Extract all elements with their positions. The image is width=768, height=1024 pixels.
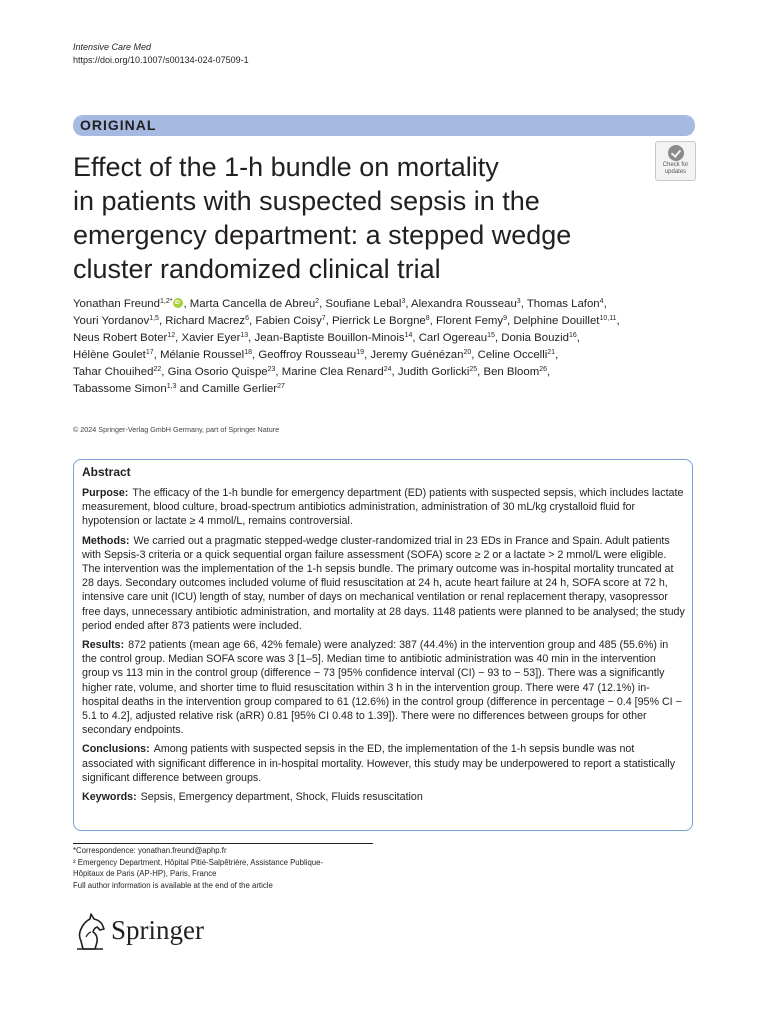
copyright-notice: © 2024 Springer-Verlag GmbH Germany, part of Springer Nature [73,425,280,434]
author-name[interactable]: Soufiane Lebal [325,298,402,310]
full-author-info-note: Full author information is available at the end of the article [73,880,273,890]
author-name[interactable]: Xavier Eyer [181,332,241,344]
author-name[interactable]: Gina Osorio Quispe [167,366,268,378]
author-affiliation: 20 [463,349,472,356]
springer-horse-icon [73,911,107,951]
author-affiliation: 12 [167,332,176,339]
author-name[interactable]: Tabassome Simon [73,383,167,395]
author-name[interactable]: Pierrick Le Borgne [332,315,426,327]
abstract-section-label: Purpose: [82,487,129,499]
article-type-banner [73,115,695,136]
author-affiliation: 1,3 [166,383,177,390]
author-name[interactable]: Florent Femy [436,315,504,327]
article-type-label: ORIGINAL [80,117,157,133]
author-line: Yonathan Freund$^{1,2*}$iD , Marta Cancella de Abreu$^2$, Soufiane Lebal$^3$, Alexandra Rousseau$^3$, Thomas Lafon$^4$, [73,296,698,313]
footnote-divider [73,843,373,844]
author-affiliation: 22 [153,366,162,373]
author-affiliation: 6 [245,315,249,322]
check-updates-label: Check for updates [662,162,689,175]
abstract-section [82,534,686,633]
author-name[interactable]: Marine Clea Renard [281,366,384,378]
author-affiliation: 19 [356,349,365,356]
author-affiliation: 1,2* [159,298,173,305]
journal-header [73,41,249,67]
author-affiliation: 14 [404,332,413,339]
author-name[interactable]: Donia Bouzid [501,332,569,344]
author-affiliation: 7 [321,315,326,322]
author-name[interactable]: Thomas Lafon [526,298,600,310]
author-line: Neus Robert Boter$^{12}$, Xavier Eyer$^{13}$, Jean-Baptiste Bouillon-Minois$^{14}$, Carl Ogereau$^{15}$, Donia Bouzid$^{16}$, [73,332,580,344]
author-affiliation: 25 [469,366,478,373]
author-name[interactable]: Fabien Coisy [255,315,322,327]
author-name[interactable]: Carl Ogereau [418,332,488,344]
abstract-heading: Abstract [82,465,131,479]
abstract-section-text: Among patients with suspected sepsis in the ED, the implementation of the 1-h sepsis bundle was not associated with significant difference in in-hospital mortality. However, this study may be underpowered to report a statistically significant difference between groups. [82,743,676,784]
author-affiliation: 17 [145,349,154,356]
author-name[interactable]: Hélène Goulet [73,349,146,361]
author-affiliation: 16 [569,332,577,339]
author-name[interactable]: Ben Bloom [483,366,540,378]
title-line: emergency department: a stepped wedge [73,220,572,250]
abstract-section-label: Results: [82,639,125,652]
abstract-section-text: 872 patients (mean age 66, 42% female) were analyzed: 387 (44.4%) in the intervention group and 485 (55.6%) in the control group. Median SOFA score was 3 [1–5]. Median time to antibiotic administration was 40 min in the intervention group vs 113 min in the control group (difference − 73 [95% confidence interval (CI) − 93 to − 53]). There was a significantly higher rate, volume, and shorter time to fluid resuscitation within 3 h in the intervention group. There were 47 (12.1%) in-hospital deaths in the intervention group compared to 61 (12.6%) in the control group (difference in percentage − 0.4 [95% CI − 5.1 to 4.2], adjusted relative risk (aRR) 0.81 [95% CI 0.48 to 1.39]). There were no differences between groups for other secondary endpoints. [82,639,682,737]
abstract-sections [82,486,686,804]
author-name[interactable]: Yonathan Freund [73,298,160,310]
abstract-section-label: Conclusions: [82,743,150,756]
abstract-section [82,486,686,529]
footnotes [73,845,323,891]
author-affiliation: 3 [516,298,521,305]
abstract-box [73,459,693,831]
author-affiliation: 13 [240,332,249,339]
author-name[interactable]: Jeremy Guénézan [370,349,464,361]
abstract-section-text: We carried out a pragmatic stepped-wedge cluster-randomized trial in 23 EDs in France and Spain. Adult patients with Sepsis-3 criteria or a quick sequential organ failure assessment (SOFA) score ≥ 2 or a lactate > 2 mmol/L were eligible. The intervention was the implementation of the 1-h sepsis bundle. The primary outcome was in-hospital mortality truncated at 28 days. Secondary outcomes included volume of fluid resuscitation at 24 h, acute heart failure at 24 h, SOFA score at 72 h, intensive care unit (ICU) length of stay, number of days on mechanical ventilation or renal replacement therapy, vasopressor free days, unnecessary antibiotic administration, and mortality at 28 days. 1148 patients were planned to be analysed; the study period ended after 873 patients were included. [82,534,685,632]
author-affiliation: 18 [244,349,252,356]
author-name[interactable]: Jean-Baptiste Bouillon-Minois [254,332,405,344]
author-name[interactable]: Camille Gerlier [201,383,278,395]
author-affiliation: 1,5 [149,315,159,322]
author-affiliation: 27 [277,383,285,390]
author-affiliation: 26 [539,366,548,373]
author-name[interactable]: Neus Robert Boter [73,332,168,344]
abstract-section [82,638,686,737]
author-affiliation: 8 [425,315,430,322]
title-line: Effect of the 1-h bundle on mortality [73,152,499,182]
author-list [73,296,698,398]
author-name[interactable]: Celine Occelli [477,349,548,361]
publisher-name: Springer [111,915,204,945]
check-for-updates-button[interactable] [655,141,696,181]
author-name[interactable]: Tahar Chouihed [73,366,154,378]
author-name[interactable]: Marta Cancella de Abreu [189,298,316,310]
author-line: Tabassome Simon$^{1,3}$ and Camille Gerlier$^{27}$ [73,383,285,395]
author-affiliation: 2 [315,298,320,305]
title-line: in patients with suspected sepsis in the [73,186,540,216]
author-affiliation: 15 [487,332,495,339]
author-name[interactable]: Geoffroy Rousseau [258,349,357,361]
article-title [73,150,633,286]
author-line: Youri Yordanov$^{1,5}$, Richard Macrez$^6$, Fabien Coisy$^7$, Pierrick Le Borgne$^8$, Florent Femy$^9$, Delphine Douillet$^{10,11}$, [73,315,620,327]
author-affiliation: 24 [383,366,392,373]
title-line: cluster randomized clinical trial [73,254,441,284]
abstract-section-label: Keywords: [82,791,137,804]
abstract-section-label: Methods: [82,534,130,547]
author-affiliation: 23 [267,366,276,373]
affiliation-note: ² Emergency Department, Hôpital Pitié-Salpêtrière, Assistance Publique- [73,857,324,867]
orcid-icon[interactable] [173,298,183,308]
journal-name: Intensive Care Med [73,42,152,52]
author-affiliation: 21 [547,349,556,356]
abstract-section-text: The efficacy of the 1-h bundle for emergency department (ED) patients with suspected sepsis, which includes lactate measurement, blood culture, broad-spectrum antibiotics administration, administration of 30 mL/kg crystalloid fluid for hypotension or lactate ≥ 4 mmol/L, remains controversial. [82,487,684,528]
author-affiliation: 9 [503,315,507,322]
author-name[interactable]: Judith Gorlicki [397,366,470,378]
author-affiliation: 4 [599,298,604,305]
check-updates-icon [668,145,684,161]
author-name[interactable]: Alexandra Rousseau [411,298,517,310]
correspondence-note: *Correspondence: yonathan.freund@aphp.fr [73,846,227,855]
doi-link[interactable]: https://doi.org/10.1007/s00134-024-07509-1 [73,55,249,65]
author-affiliation: 3 [401,298,406,305]
author-name[interactable]: Mélanie Roussel [159,349,245,361]
author-affiliation: 10,11 [599,315,617,322]
abstract-section [82,742,686,785]
affiliation-note: Hôpitaux de Paris (AP-HP), Paris, France [73,869,217,878]
author-name[interactable]: Richard Macrez [165,315,246,327]
abstract-section [82,790,686,804]
abstract-section-text: Sepsis, Emergency department, Shock, Fluids resuscitation [140,791,423,804]
author-name[interactable]: Delphine Douillet [513,315,600,327]
author-name[interactable]: Youri Yordanov [73,315,150,327]
author-line: Hélène Goulet$^{17}$, Mélanie Roussel$^{18}$, Geoffroy Rousseau$^{19}$, Jeremy Guénézan$^{20}$, Celine Occelli$^{21}$, [73,349,559,361]
author-line: Tahar Chouihed$^{22}$, Gina Osorio Quispe$^{23}$, Marine Clea Renard$^{24}$, Judith Gorlicki$^{25}$, Ben Bloom$^{26}$, [73,366,551,378]
